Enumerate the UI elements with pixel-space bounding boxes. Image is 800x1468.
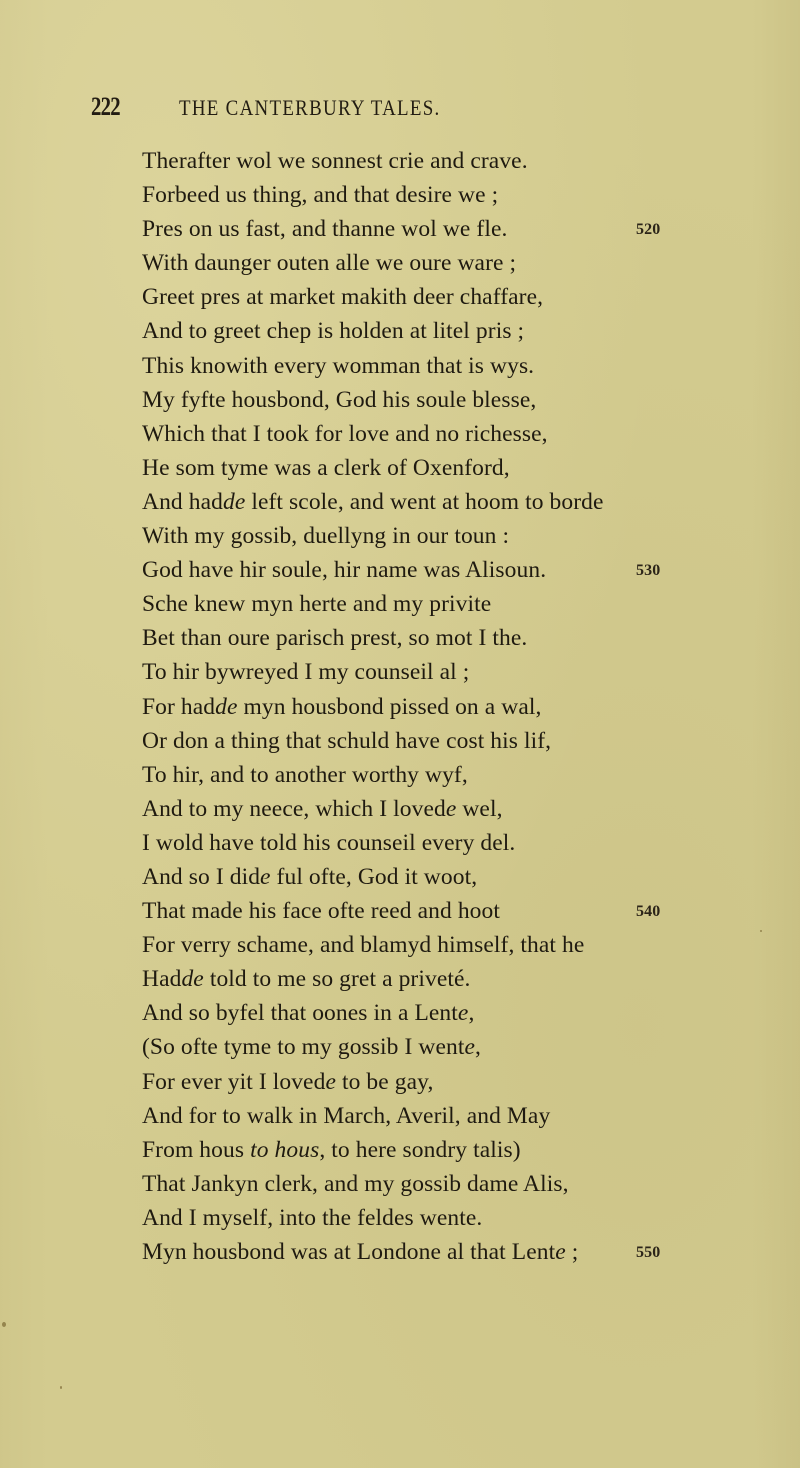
italic-text: e	[464, 1034, 476, 1061]
verse-line	[142, 1133, 782, 1167]
verse-text: Which that I took for love and no richesse,	[142, 420, 548, 447]
verse-text: That made his face ofte reed and hoot	[142, 898, 501, 925]
italic-text: de	[222, 488, 246, 515]
verse-line	[142, 212, 782, 246]
italic-text: de	[181, 966, 204, 993]
verse-text: (So ofte tyme to my gossib I went	[142, 1034, 465, 1061]
italic-text: e	[325, 1068, 336, 1095]
verse-text: ,	[475, 1034, 481, 1061]
verse-line	[142, 485, 782, 519]
line-number: 550	[636, 1244, 661, 1261]
verse-text: myn housbond pissed on a wal,	[237, 693, 542, 720]
verse-text: wel,	[456, 795, 503, 822]
italic-text: e	[457, 1000, 469, 1027]
verse-text: , to here sondry talis)	[319, 1136, 521, 1163]
verse-text: With my gossib, duellyng in our toun :	[142, 523, 510, 550]
verse-text: That Jankyn clerk, and my gossib dame Alis,	[142, 1170, 569, 1197]
verse-line	[142, 621, 782, 655]
verse-line	[142, 178, 782, 212]
verse-text: To hir bywreyed I my counseil al ;	[142, 659, 470, 686]
verse-text: Sche knew myn herte and my privite	[142, 591, 492, 618]
italic-text: e	[555, 1239, 566, 1265]
verse-line	[142, 1099, 782, 1133]
italic-text: de	[215, 693, 238, 720]
page-number: 222	[91, 92, 120, 121]
verse-text: Forbeed us thing, and that desire we ;	[142, 182, 499, 209]
verse-line	[142, 1201, 782, 1235]
verse-line	[142, 553, 782, 587]
verse-text: And to my neece, which I loved	[142, 795, 446, 822]
verse-text: He som tyme was a clerk of Oxenford,	[142, 454, 510, 481]
paper-speck	[760, 930, 762, 932]
verse-text: Therafter wol we sonnest crie and crave.	[142, 148, 528, 174]
verse-text: To hir, and to another worthy wyf,	[142, 761, 468, 788]
verse-text: From hous	[142, 1136, 251, 1163]
verse-text: Or don a thing that schuld have cost his lif,	[142, 727, 552, 754]
verse-text: told to me so gret a priveté.	[203, 966, 471, 993]
verse-text: And so I did	[142, 863, 261, 890]
verse-text: And to greet chep is holden at litel pris ;	[142, 318, 525, 345]
verse-line	[142, 826, 782, 860]
verse-line	[142, 451, 782, 485]
verse-text: My fyfte housbond, God his soule blesse,	[142, 386, 537, 413]
verse-text: Greet pres at market makith deer chaffare,	[142, 284, 544, 311]
verse-line	[142, 314, 782, 348]
verse-line	[142, 1030, 782, 1064]
verse-line	[142, 1167, 782, 1201]
italic-text: e	[260, 863, 271, 890]
verse-line	[142, 655, 782, 689]
verse-line	[142, 962, 782, 996]
verse-text: Pres on us fast, and thanne wol we fle.	[142, 216, 508, 243]
verse-line	[142, 349, 782, 383]
italic-text: to hous	[250, 1136, 320, 1163]
verse-line	[142, 144, 782, 178]
verse-text: ,	[468, 1000, 475, 1027]
line-number: 530	[636, 562, 661, 580]
verse-text: With daunger outen alle we oure ware ;	[142, 250, 517, 277]
verse-line	[142, 724, 782, 758]
verse-text: And I myself, into the feldes wente.	[142, 1204, 483, 1231]
verse-line	[142, 1065, 782, 1099]
verse-text: For verry schame, and blamyd himself, that he	[142, 932, 585, 959]
verse-text: For ever yit I loved	[142, 1068, 326, 1095]
paper-speck	[2, 1322, 6, 1327]
verse-text: And for to walk in March, Averil, and May	[142, 1102, 551, 1129]
verse-line	[142, 928, 782, 962]
verse-line	[142, 860, 782, 894]
verse-text: left scole, and went at hoom to borde	[245, 488, 604, 515]
verse-text: I wold have told his counseil every del.	[142, 829, 516, 856]
line-number: 540	[636, 903, 661, 921]
italic-text: e	[445, 795, 457, 822]
verse-text: to be gay,	[335, 1068, 434, 1095]
running-title: THE CANTERBURY TALES.	[179, 95, 441, 120]
verse-line	[142, 792, 782, 826]
verse-line	[142, 587, 782, 621]
verse-text: Bet than oure parisch prest, so mot I the.	[142, 625, 528, 652]
verse-line	[142, 246, 782, 280]
verse-text: And so byfel that oones in a Lent	[142, 1000, 458, 1027]
verse-text: And had	[142, 488, 223, 515]
running-head	[91, 92, 611, 122]
verse-line	[142, 1235, 782, 1269]
verse-text: Myn housbond was at Londone al that Lent	[142, 1239, 556, 1265]
verse-text: Had	[142, 966, 182, 993]
verse-line	[142, 280, 782, 314]
verse-line	[142, 758, 782, 792]
verse-line	[142, 383, 782, 417]
verse-line	[142, 519, 782, 553]
verse-text: ful ofte, God it woot,	[270, 863, 478, 890]
verse-line	[142, 996, 782, 1030]
verse-text: This knowith every womman that is wys.	[142, 352, 535, 379]
verse-line	[142, 894, 782, 928]
verse-block	[142, 144, 782, 1269]
paper-speck	[60, 1386, 62, 1389]
verse-text: God have hir soule, hir name was Alisoun.	[142, 557, 547, 584]
verse-text: For had	[142, 693, 216, 720]
verse-line	[142, 417, 782, 451]
verse-text: ;	[565, 1239, 579, 1265]
verse-line	[142, 690, 782, 724]
line-number: 520	[636, 221, 661, 239]
